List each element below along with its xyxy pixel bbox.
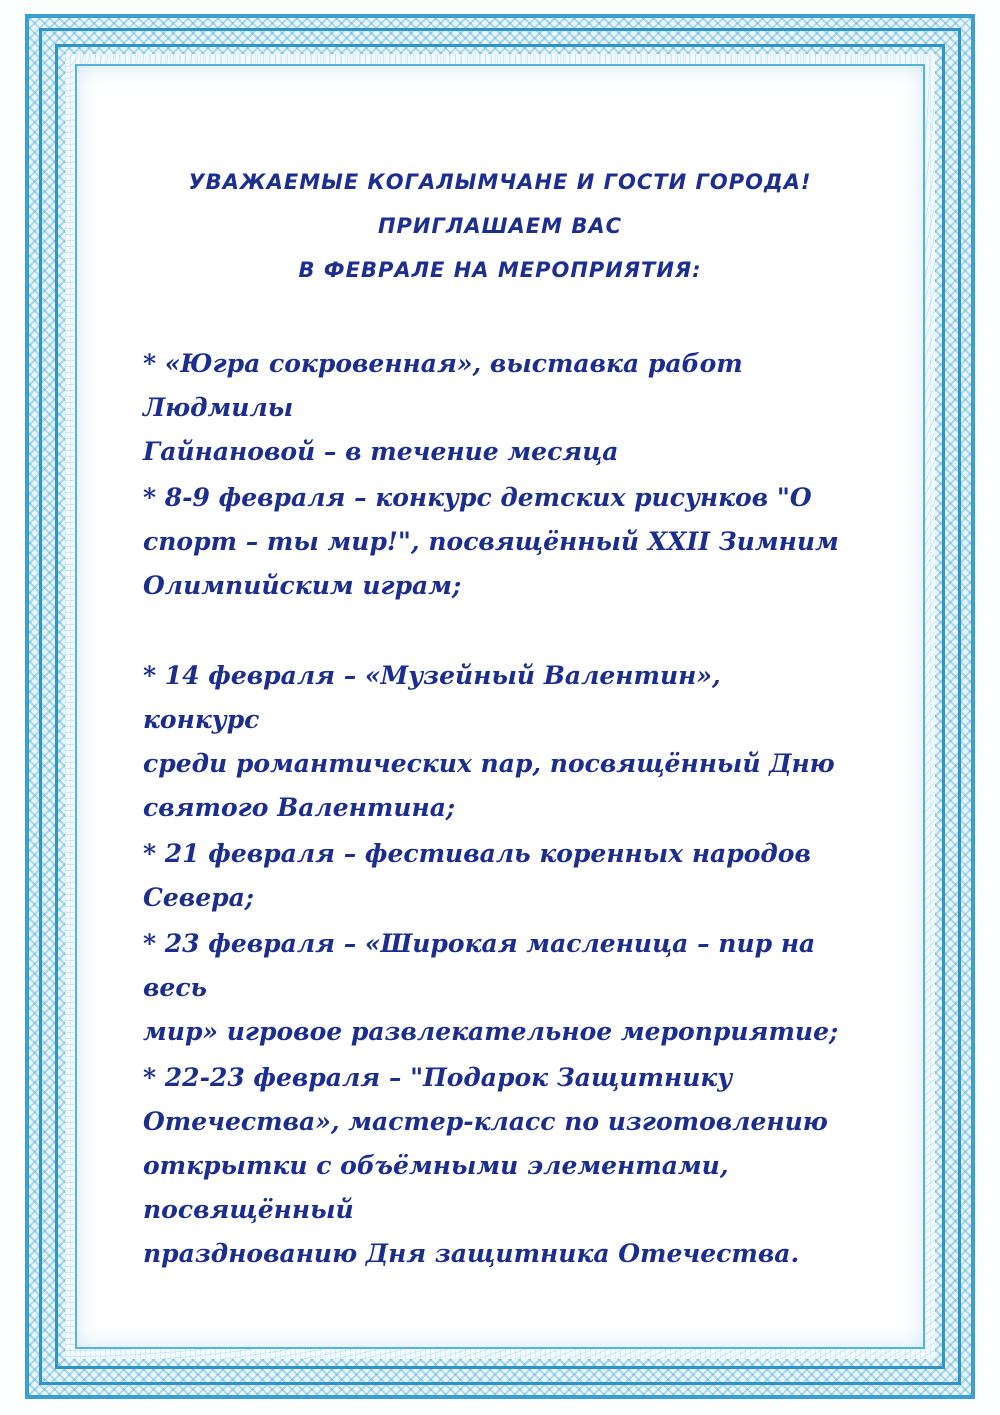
event-item-maslenitsa: * 23 февраля – «Широкая масленица – пир на весь мир» игровое развлекательное мероприятие;	[143, 929, 839, 1046]
event-item-valentine: * 14 февраля – «Музейный Валентин», конкурс среди романтических пар, посвящённый Дню святого Валентина;	[143, 661, 835, 822]
event-item-masterclass: * 22-23 февраля – "Подарок Защитнику Отечества», мастер-класс по изготовлению открытки с объёмными элементами, посвящённый празднованию Дня защитника Отечества.	[143, 1063, 828, 1268]
event-item-exhibition: * «Югра сокровенная», выставка работ Людмилы Гайнановой – в течение месяца	[143, 349, 743, 466]
event-item-festival: * 21 февраля – фестиваль коренных народов Севера;	[143, 839, 811, 912]
heading-line-3: В ФЕВРАЛЕ НА МЕРОПРИЯТИЯ:	[298, 258, 702, 282]
heading-line-2: ПРИГЛАШАЕМ ВАС	[377, 214, 623, 238]
heading-line-1: УВАЖАЕМЫЕ КОГАЛЫМЧАНЕ И ГОСТИ ГОРОДА!	[188, 170, 812, 194]
event-item-drawing-contest: * 8-9 февраля – конкурс детских рисунков "О спорт – ты мир!", посвящённый XXII Зимним Олимпийским играм;	[143, 483, 839, 600]
